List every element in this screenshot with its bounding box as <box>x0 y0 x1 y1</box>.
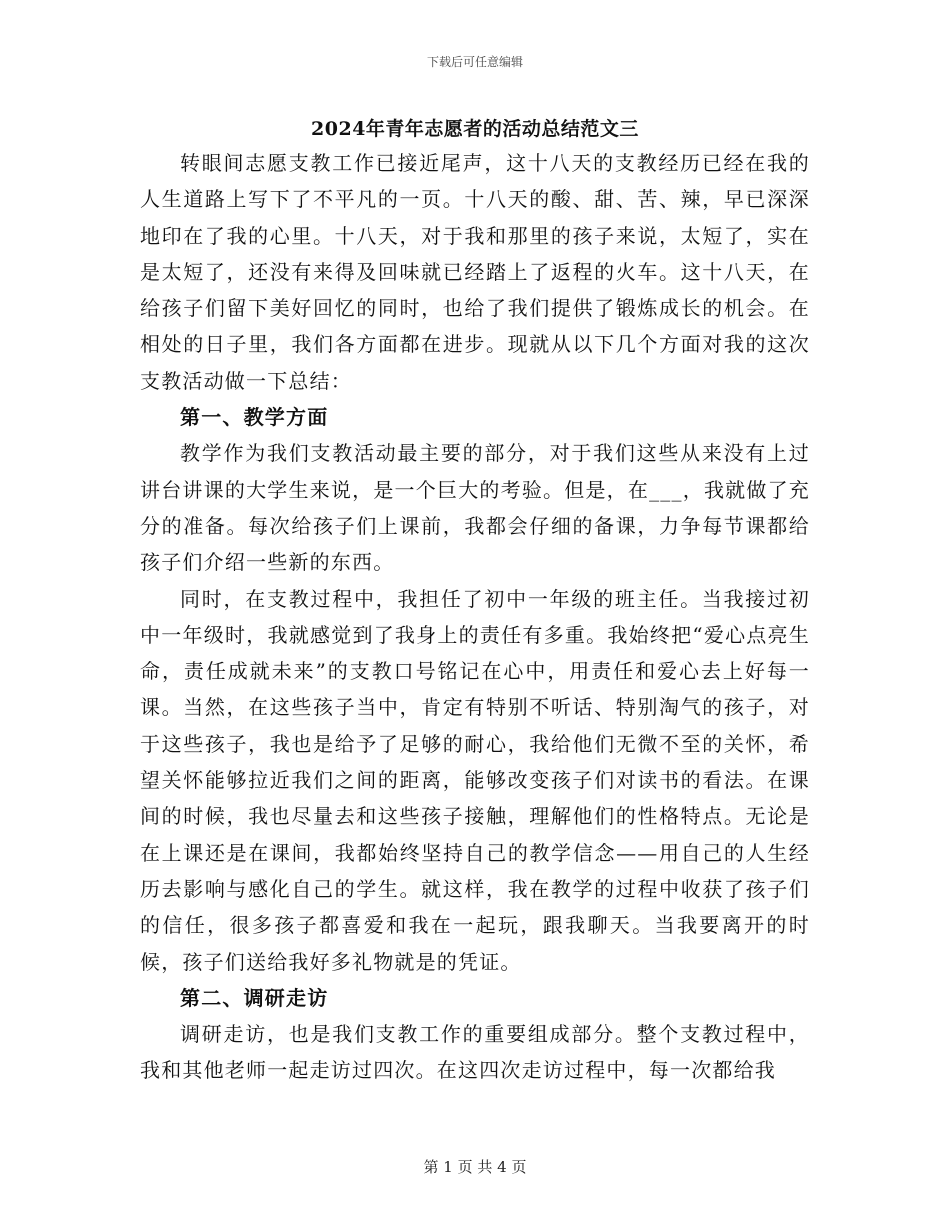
section-heading-research: 第二、调研走访 <box>180 985 329 1010</box>
document-title: 2024年青年志愿者的活动总结范文三 <box>311 118 639 140</box>
teaching-paragraph-2: 同时，在支教过程中，我担任了初中一年级的班主任。当我接过初中一年级时，我就感觉到了我身上的责任有多重。我始终把“爱心点亮生命，责任成就未来”的支教口号铭记在心中，用责任和爱心去上好每一课。当然，在这些孩子当中，肯定有特别不听话、特别淘气的孩子，对于这些孩子，我也是给予了足够的耐心，我给他们无微不至的关怀，希望关怀能够拉近我们之间的距离，能够改变孩子们对读书的看法。在课间的时候，我也尽量去和这些孩子接触，理解他们的性格特点。无论是在上课还是在课间，我都始终坚持自己的教学信念——用自己的人生经历去影响与感化自己的学生。就这样，我在教学的过程中收获了孩子们的信任，很多孩子都喜爱和我在一起玩，跟我聊天。当我要离开的时候，孩子们送给我好多礼物就是的凭证。 <box>140 586 810 974</box>
teaching-paragraph-1: 教学作为我们支教活动最主要的部分，对于我们这些从来没有上过讲台讲课的大学生来说，是一个巨大的考验。但是，在___，我就做了充分的准备。每次给孩子们上课前，我都会仔细的备课，力争每节课都给孩子们介绍一些新的东西。 <box>140 441 810 575</box>
intro-paragraph: 转眼间志愿支教工作已接近尾声，这十八天的支教经历已经在我的人生道路上写下了不平凡的一页。十八天的酸、甜、苦、辣，早已深深地印在了我的心里。十八天，对于我和那里的孩子来说，太短了，实在是太短了，还没有来得及回味就已经踏上了返程的火车。这十八天，在给孩子们留下美好回忆的同时，也给了我们提供了锻炼成长的机会。在相处的日子里，我们各方面都在进步。现就从以下几个方面对我的这次支教活动做一下总结： <box>140 151 810 393</box>
document-body <box>140 145 810 1089</box>
page-header-note: 下载后可任意编辑 <box>426 55 523 69</box>
section-heading-teaching: 第一、教学方面 <box>180 405 329 430</box>
research-paragraph: 调研走访，也是我们支教工作的重要组成部分。整个支教过程中，我和其他老师一起走访过四次。在这四次走访过程中，每一次都给我 <box>140 1022 810 1083</box>
page-number-footer: 第 1 页 共 4 页 <box>423 1158 527 1176</box>
